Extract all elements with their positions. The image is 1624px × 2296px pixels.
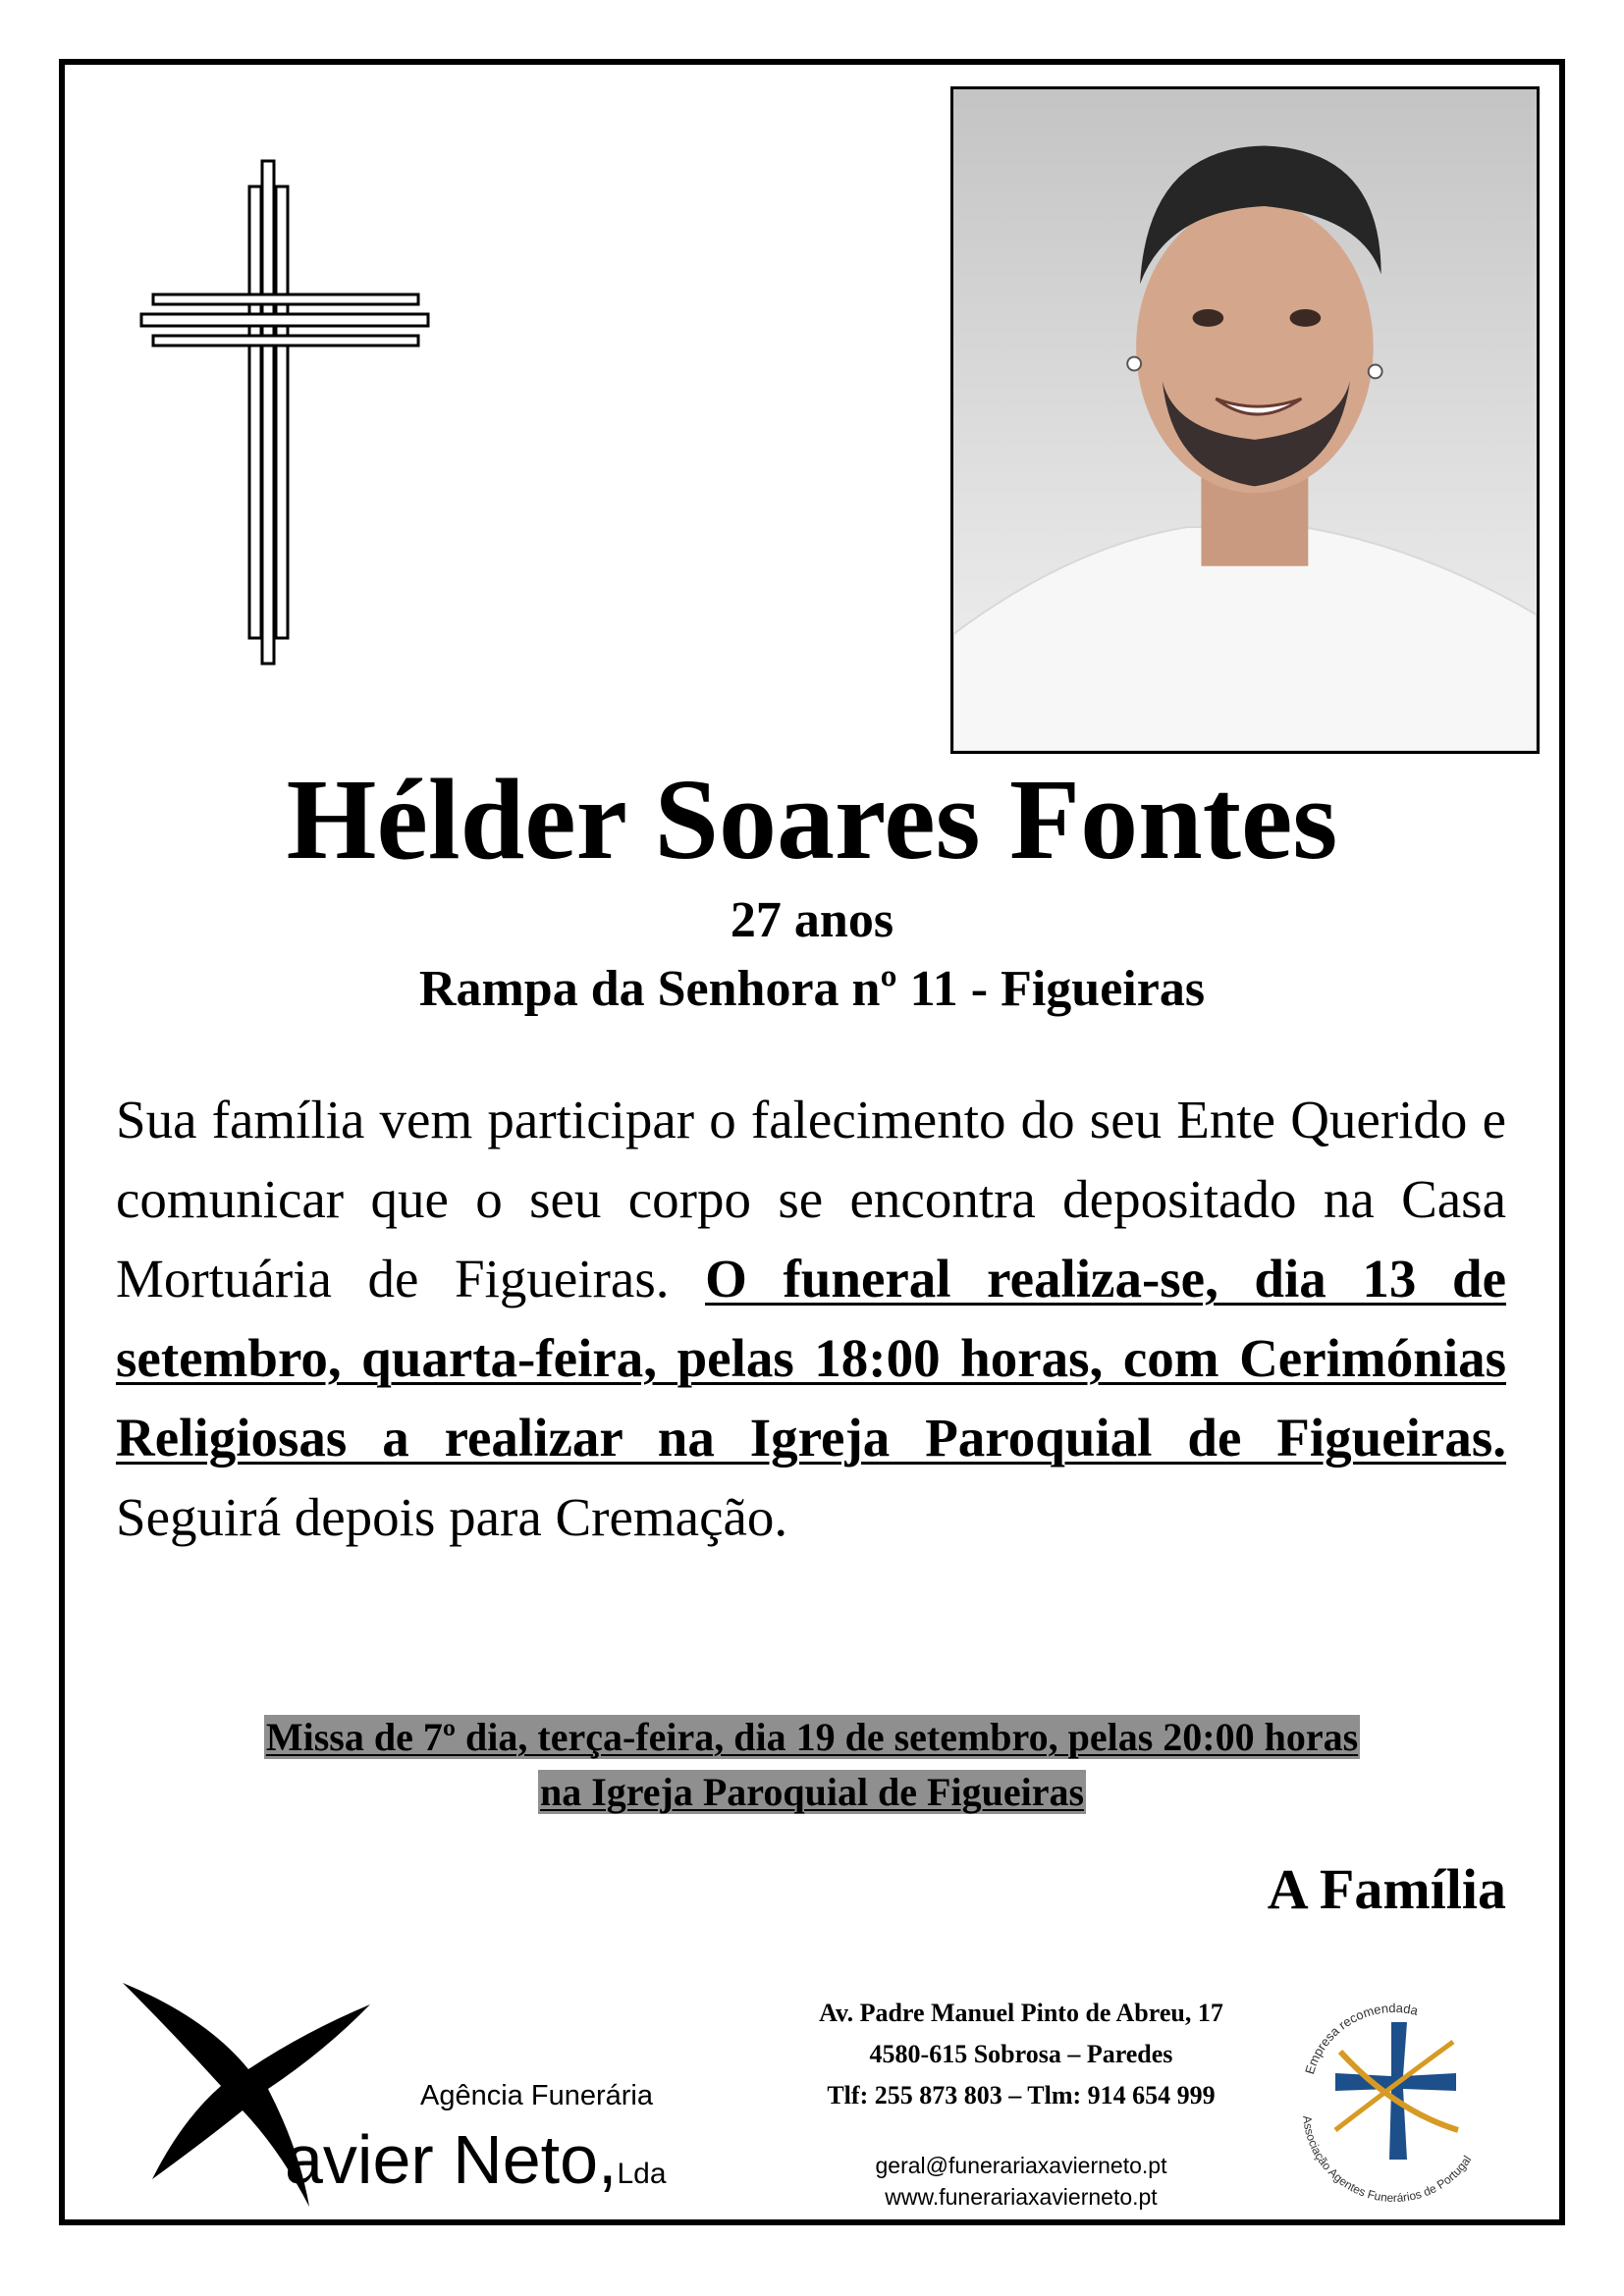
mass-line-2: na Igreja Paroquial de Figueiras	[539, 1770, 1085, 1814]
seal-bottom-text: Associação Agentes Funerários de Portugal	[1300, 2114, 1475, 2206]
agency-phones: Tlf: 255 873 803 – Tlm: 914 654 999	[827, 2081, 1216, 2109]
seal-top-text: Empresa recomendada	[1302, 2000, 1420, 2076]
funeral-details: O funeral realiza-se, dia 13 de setembro, quarta-feira, pelas 18:00 horas, com Cerimónias Religiosas a realizar na Igreja Paroquial de Figueiras.	[116, 1249, 1506, 1468]
agency-address-line-2: 4580-615 Sobrosa – Paredes	[869, 2040, 1173, 2068]
announcement-closing: Seguirá depois para Cremação.	[116, 1487, 788, 1547]
agency-name	[285, 2120, 667, 2214]
family-signature: A Família	[1267, 1857, 1506, 1921]
agency-email[interactable]: geral@funerariaxavierneto.pt	[875, 2153, 1167, 2178]
deceased-address: Rampa da Senhora nº 11 - Figueiras	[418, 961, 1206, 1017]
deceased-age: 27 anos	[730, 892, 894, 948]
announcement-text	[116, 1080, 1506, 1557]
agency-name-text: avier Neto,	[285, 2121, 618, 2198]
portrait-photo	[950, 86, 1540, 754]
agency-suffix: Lda	[617, 2158, 667, 2190]
deceased-name: Hélder Soares Fontes	[286, 755, 1338, 883]
mass-notice	[59, 1710, 1565, 1820]
mass-line-1: Missa de 7º dia, terça-feira, dia 19 de setembro, pelas 20:00 horas	[265, 1715, 1359, 1759]
agency-contact	[776, 1993, 1267, 2116]
agency-label: Agência Funerária	[420, 2080, 653, 2111]
announcement-intro: Sua família vem participar o falecimento do seu Ente Querido e comunicar que o seu corpo se encontra depositado na Casa Mortuária de Figueiras.	[116, 1090, 1506, 1308]
agency-website[interactable]: www.funerariaxavierneto.pt	[885, 2184, 1158, 2210]
cross-icon	[137, 157, 432, 667]
agency-web	[776, 2150, 1267, 2213]
association-seal-icon	[1281, 1983, 1507, 2209]
agency-address-line-1: Av. Padre Manuel Pinto de Abreu, 17	[819, 1999, 1223, 2027]
